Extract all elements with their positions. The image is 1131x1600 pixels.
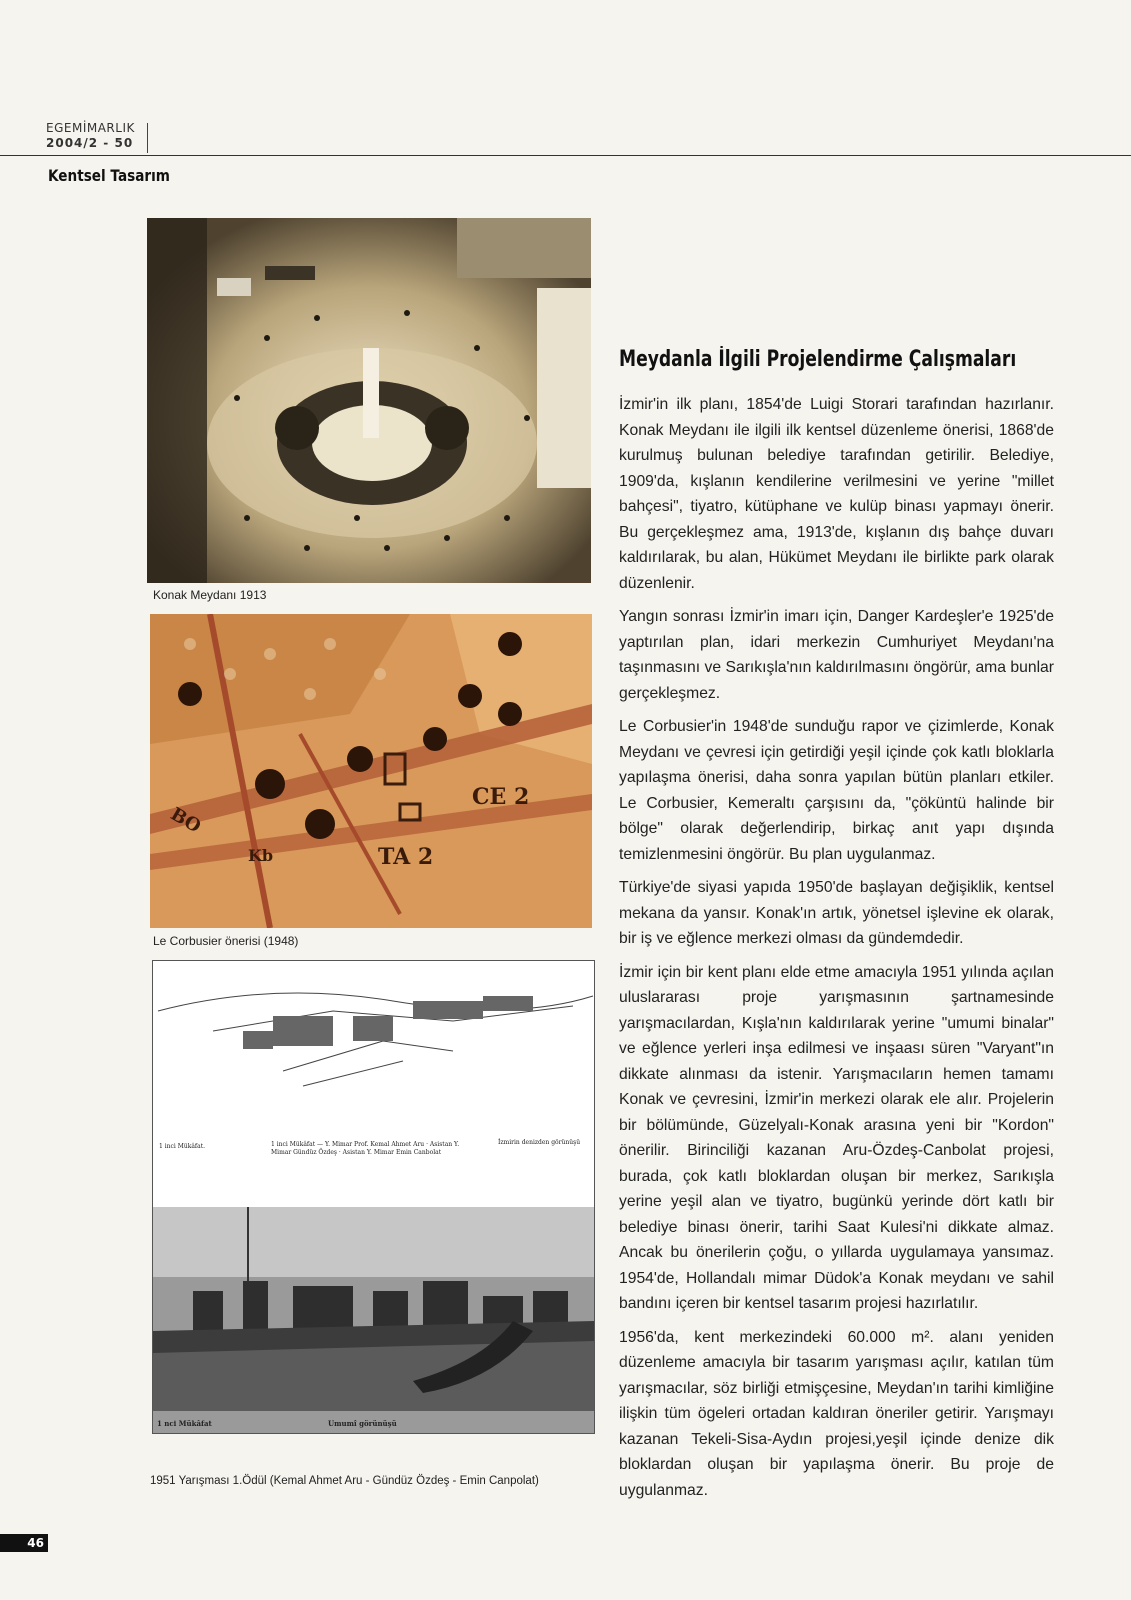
- competition-1951-drawings: [152, 960, 595, 1434]
- paragraph: Türkiye'de siyasi yapıda 1950'de başlayan değişiklik, kentsel mekana da yansır. Konak'ın artık, yönetsel işlevine ek olarak, bir iş ve eğlence merkezi olması da gündemdedir.: [619, 879, 1054, 947]
- paragraph: İzmir için bir kent planı elde etme amacıyla 1951 yılında açılan uluslararası proje yarışmasının şartnamesinde yarışmacılardan, Kışla'nın kaldırılarak yerine "umumi binalar" ve eğlence yerleri inşa edilmesi ve inşaası süren "Varyant"ın dikkate alınması da istenir. Yarışmacıların hemen tamamı Konak ve çevresini, İzmir'in merkezi olarak ele alır. Projelerin bir bölümünde, Güzelyalı-Konak arasına yeni bir "Kordon" önerilir. Birinciliği kazanan Aru-Özdeş-Canbolat projesi, burada, çok katlı bloklardan oluşan bir merkez, Sarıkışla yerine yeşil alan ve tiyatro, bugünkü yerinde dört katlı bir belediye binası önerir, tarihi Saat Kulesi'ni dikkate almaz. Ancak bu önerilerin çoğu, o yıllarda uygulamaya yansımaz. 1954'de, Hollandalı mimar Düdok'a Konak meydanı ve sahil bandını içeren bir kentsel tasarım projesi hazırlatılır.: [619, 963, 1054, 1312]
- paragraph: Yangın sonrası İzmir'in imarı için, Danger Kardeşler'e 1925'de yaptırılan plan, idari merkezin Cumhuriyet Meydanı'na taşınmasını ve Sarıkışla'nın kaldırılmasını öngörür, ama bunlar gerçekleşmez.: [619, 608, 1054, 702]
- plan-label-ta2: TA 2: [378, 844, 434, 870]
- issue-number: 2004/2 - 50: [46, 136, 134, 150]
- fig3-caption: 1951 Yarışması 1.Ödül (Kemal Ahmet Aru - Gündüz Özdeş - Emin Canpolat): [150, 1475, 539, 1487]
- section-title: Kentsel Tasarım: [48, 166, 170, 185]
- magazine-name: EGEMİMARLIK: [46, 121, 135, 135]
- page-number: 46: [0, 1534, 48, 1552]
- masthead: [46, 121, 135, 151]
- plan-label-kb: Kb: [248, 846, 274, 865]
- fig3-small-right: İzmirin denizden görünüşü: [498, 1139, 581, 1146]
- paragraph: Le Corbusier'in 1948'de sunduğu rapor ve çizimlerde, Konak Meydanı ve çevresi için getirdiği yeşil içinde çok katlı bloklarla yapılaşma önerisi, daha sonra yapılan bütün planları etkiler. Le Corbusier, Kemeraltı çarşısını da, "çöküntü halinde bir bölge" olarak değerlendirip, birkaç anıt yapı dışında temizlenmesini öngörür. Bu plan uygulanmaz.: [619, 718, 1054, 863]
- article-body: [619, 392, 1054, 1511]
- paragraph: İzmir'in ilk planı, 1854'de Luigi Storari tarafından hazırlanır. Konak Meydanı ile ilgili ilk kentsel düzenleme önerisi, 1868'de kurulmuş bulunan belediye tarafından getirilir. Belediye, 1909'da, kışlanın kendilerine verilmesini ve yerine "millet bahçesi", tiyatro, kütüphane ve kulüp binası yapmayı önerir. Bu gerçekleşmez ama, 1913'de, kışlanın dış bahçe duvarı kaldırılarak, bu alan, Hükümet Meydanı ile birlikte park olarak düzenlenir.: [619, 396, 1054, 592]
- fig2-caption: Le Corbusier önerisi (1948): [153, 934, 299, 948]
- konak-square-1913-photo: [147, 218, 591, 583]
- article-title: Meydanla İlgili Projelendirme Çalışmaları: [619, 347, 1017, 372]
- plan-label-ce2: CE 2: [472, 784, 530, 810]
- header-rule: [0, 155, 1131, 156]
- paragraph: 1956'da, kent merkezindeki 60.000 m². alanı yeniden düzenleme amacıyla bir tasarım yarışması açılır, katılan tüm yarışmacılar, söz birliği etmişçesine, Meydan'ın tarihi kimliğine ilişkin tüm ögeleri ortadan kaldıran öneriler getirir. Yarışmayı kazanan Tekeli-Sisa-Aydın projesi,yeşil içinde denize dik bloklardan oluşan bir yapılaşma önerir. Bu proje de uygulanmaz.: [619, 1328, 1054, 1499]
- fig3-bottom-center: Umumî görünüşü: [328, 1419, 397, 1428]
- fig1-caption: Konak Meydanı 1913: [153, 588, 267, 602]
- fig3-bottom-left: 1 nci Mükâfat: [157, 1419, 212, 1428]
- fig3-small-left: 1 inci Mükâfat.: [159, 1143, 206, 1150]
- fig3-small-center: 1 inci Mükâfat — Y. Mimar Prof. Kemal Ahmet Aru · Asistan Y. Mimar Gündüz Özdeş · Asistan Y. Mimar Emin Canbolat: [271, 1141, 460, 1156]
- masthead-divider: [147, 123, 148, 153]
- plan-label-bo: BO: [166, 803, 205, 838]
- le-corbusier-plan-drawing: [150, 614, 592, 928]
